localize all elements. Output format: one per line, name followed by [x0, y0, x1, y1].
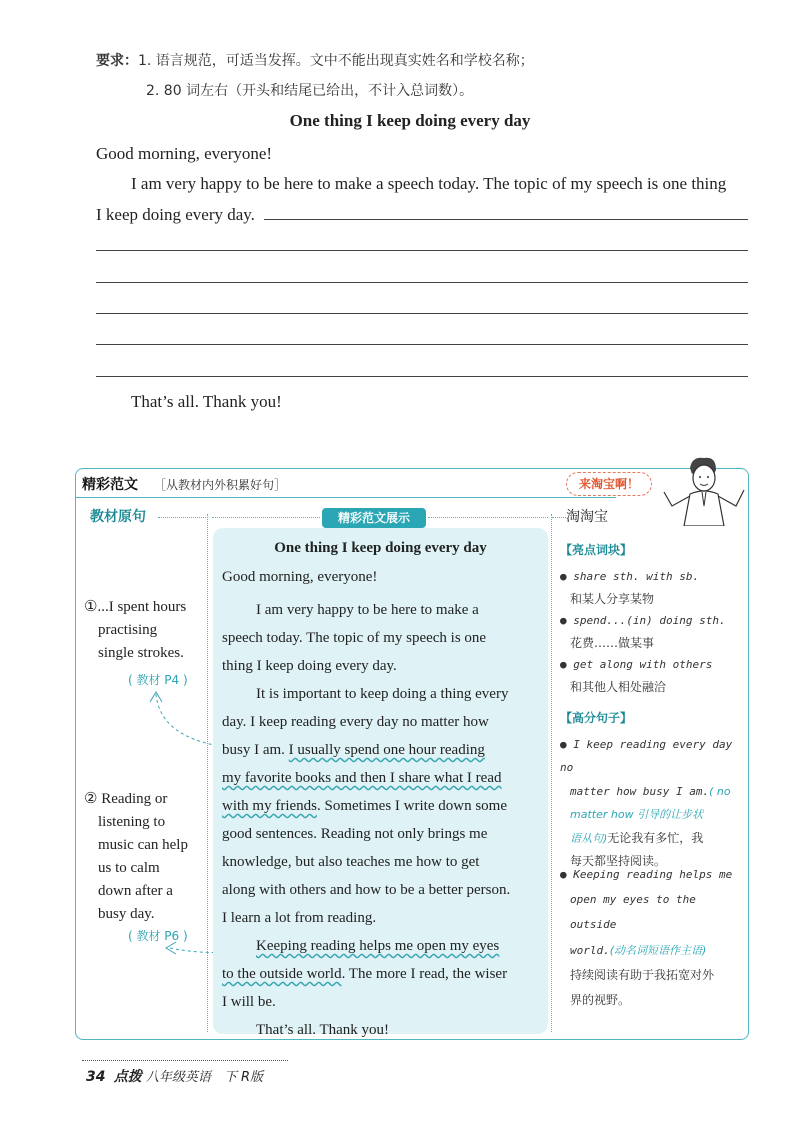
footer-rule	[82, 1060, 288, 1061]
right-column-label: 淘淘宝	[566, 509, 608, 525]
highlights-list: ● share sth. with sb. 和某人分享某物 ● spend...(in) doing sth. 花费……做某事 ● get along with others 和其他人相处融洽	[560, 566, 740, 698]
requirements-line1	[96, 50, 534, 70]
essay-greeting: Good morning, everyone!	[222, 569, 378, 585]
essay-title: One thing I keep doing every day	[274, 540, 487, 556]
left-label-rule	[158, 517, 208, 518]
highlights-title: 【亮点词块】	[560, 543, 633, 557]
answer-line[interactable]	[264, 219, 748, 220]
left-column-label: 教材原句	[90, 509, 146, 525]
model-header-subtitle: ［从教材内外积累好句］	[154, 478, 287, 492]
center-label-rule-left	[212, 517, 320, 518]
requirement-item-2: 2. 80 词左右（开头和结尾已给出，不计入总词数）。	[146, 83, 474, 99]
highlight-item: ● spend...(in) doing sth.	[560, 614, 726, 627]
task-greeting: Good morning, everyone!	[96, 144, 273, 163]
essay-paragraph-2: It is important to keep doing a thing every day. I keep reading every day no matter how busy I am. I usually spend one hour reading my favorite books and then I share what I read with my friends. Sometimes I write down some good sentences. Reading not only brings me knowledge, but also teaches me how to get along with others and how to be a better person. I learn a lot from reading.	[222, 686, 511, 926]
center-label-rule-right	[428, 517, 548, 518]
task-title: One thing I keep doing every day	[289, 111, 531, 130]
highlight-item: ● share sth. with sb.	[560, 570, 700, 583]
essay-tab: 精彩范文展示	[322, 508, 426, 528]
original-sentence-2: ② Reading or listening to music can help us to calm down after a busy day.	[84, 791, 188, 922]
requirement-item-1: 1. 语言规范，可适当发挥。文中不能出现真实姓名和学校名称；	[138, 53, 534, 69]
answer-line[interactable]	[96, 313, 748, 314]
sentences-title: 【高分句子】	[560, 711, 633, 725]
task-line-1: I am very happy to be here to make a speech today. The topic of my speech is one thing	[131, 174, 727, 193]
essay-paragraph-3: Keeping reading helps me open my eyes to the outside world. The more I read, the wiser I will be. That’s all. Thank you!	[222, 938, 508, 1038]
teacher-illustration	[658, 454, 750, 526]
original-sentence-1: ①...I spent hours practising single strokes.	[84, 599, 187, 661]
textbook-ref-p6: ( 教材 P6 )	[128, 929, 188, 943]
column-divider-right	[551, 514, 552, 1032]
right-label-rule	[552, 517, 566, 518]
speech-bubble: 来淘宝啊！	[566, 472, 652, 496]
brand-name: 点拨	[113, 1069, 142, 1085]
task-line-2: I keep doing every day.	[96, 205, 255, 224]
sentence-1: ● I keep reading every day no matter how busy I am.( no matter how 引导的让步状 语从句)无论我有多忙，我 每天都坚持阅读。	[560, 738, 733, 868]
sentence-2: ● Keeping reading helps me open my eyes to the outside world.(动名词短语作主语) 持续阅读有助于我拓宽对外 界的视野。	[560, 868, 733, 1007]
header-divider	[76, 497, 616, 498]
task-closing: That’s all. Thank you!	[131, 392, 282, 411]
textbook-ref-p4: ( 教材 P4 )	[128, 673, 188, 687]
book-title: 八年级英语 下 R版	[145, 1070, 264, 1085]
highlight-item: ● get along with others	[560, 658, 713, 671]
answer-line[interactable]	[96, 376, 748, 377]
essay-paragraph-1: I am very happy to be here to make a speech today. The topic of my speech is one thing I keep doing every day.	[222, 602, 487, 674]
answer-line[interactable]	[96, 282, 748, 283]
model-header-title: 精彩范文	[82, 477, 138, 493]
highlight-sentence: I usually spend one hour reading	[288, 742, 485, 758]
requirements-label: 要求：	[96, 53, 138, 69]
page-number: 34	[86, 1069, 106, 1085]
answer-line[interactable]	[96, 344, 748, 345]
footer	[86, 1066, 263, 1086]
answer-line[interactable]	[96, 250, 748, 251]
